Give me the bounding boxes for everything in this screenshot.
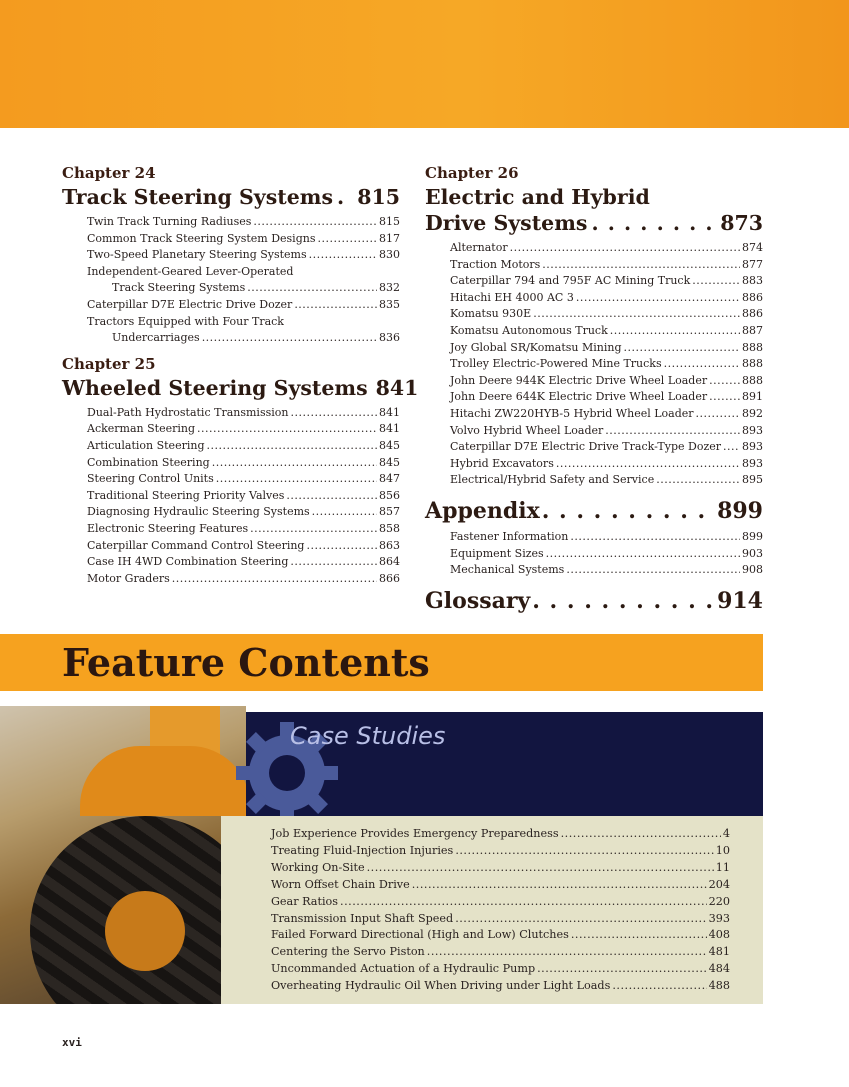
toc-entry[interactable]: Motor Graders ..... 866 xyxy=(87,571,400,588)
page-number: xvi xyxy=(62,1036,82,1049)
toc-entry[interactable]: Twin Track Turning Radiuses ..... 815 xyxy=(87,214,400,231)
case-studies-title: Case Studies xyxy=(290,722,446,750)
chapter-26-entries xyxy=(450,240,763,489)
case-study-entry[interactable]: Working On-Site ..... 11 xyxy=(271,860,730,877)
chapter-label: Chapter 24 xyxy=(62,164,156,182)
toc-entry[interactable]: John Deere 644K Electric Drive Wheel Loader ..... 891 xyxy=(450,389,763,406)
toc-entry[interactable]: Diagnosing Hydraulic Steering Systems ..... 857 xyxy=(87,504,400,521)
chapter-title-text: Track Steering Systems xyxy=(62,185,333,209)
toc-entry[interactable]: Combination Steering ..... 845 xyxy=(87,455,400,472)
case-study-entry[interactable]: Worn Offset Chain Drive ..... 204 xyxy=(271,877,730,894)
case-studies-list xyxy=(271,826,730,995)
chapter-page: 815 xyxy=(357,185,400,209)
toc-entry[interactable]: Caterpillar Command Control Steering ..... 863 xyxy=(87,538,400,555)
chapter-title-text: Wheeled Steering Systems xyxy=(62,375,368,400)
chapter-page: 841 xyxy=(375,375,419,400)
toc-entry[interactable]: Hitachi EH 4000 AC 3 ..... 886 xyxy=(450,290,763,307)
toc-entry[interactable]: John Deere 944K Electric Drive Wheel Loader ..... 888 xyxy=(450,373,763,390)
toc-entry[interactable]: Undercarriages ..... 836 xyxy=(87,330,400,347)
toc-entry[interactable]: Traditional Steering Priority Valves ..... 856 xyxy=(87,488,400,505)
toc-entry[interactable]: Mechanical Systems ..... 908 xyxy=(450,562,763,579)
glossary-heading[interactable]: Glossary . . . 914 xyxy=(425,587,763,615)
toc-entry[interactable]: Alternator ..... 874 xyxy=(450,240,763,257)
toc-entry[interactable]: Steering Control Units ..... 847 xyxy=(87,471,400,488)
toc-entry[interactable]: Trolley Electric-Powered Mine Trucks ..... 888 xyxy=(450,356,763,373)
toc-entry[interactable]: Tractors Equipped with Four Track xyxy=(87,314,284,328)
appendix-entries xyxy=(450,529,763,579)
chapter-title[interactable] xyxy=(62,375,419,401)
toc-entry[interactable]: Case IH 4WD Combination Steering ..... 864 xyxy=(87,554,400,571)
toc-entry[interactable]: Caterpillar D7E Electric Drive Track-Type Dozer ..... 893 xyxy=(450,439,763,456)
toc-entry[interactable]: Komatsu 930E ..... 886 xyxy=(450,306,763,323)
chapter-title-line2: Drive Systems xyxy=(425,211,588,235)
toc-entry[interactable]: Independent-Geared Lever-Operated xyxy=(87,264,294,278)
appendix-heading[interactable]: Appendix . . . 899 xyxy=(425,497,763,525)
chapter-title[interactable] xyxy=(425,184,763,236)
toc-entry[interactable]: Electronic Steering Features ..... 858 xyxy=(87,521,400,538)
chapter-page: 873 xyxy=(720,211,763,235)
toc-entry[interactable]: Fastener Information ..... 899 xyxy=(450,529,763,546)
chapter-24-entries xyxy=(87,214,400,347)
toc-entry[interactable]: Hitachi ZW220HYB-5 Hybrid Wheel Loader ..... 892 xyxy=(450,406,763,423)
toc-entry[interactable]: Track Steering Systems ..... 832 xyxy=(87,280,400,297)
toc-entry[interactable]: Equipment Sizes ..... 903 xyxy=(450,546,763,563)
chapter-25-entries xyxy=(87,405,400,588)
toc-entry[interactable]: Volvo Hybrid Wheel Loader ..... 893 xyxy=(450,423,763,440)
loader-photo xyxy=(0,706,246,1004)
case-study-entry[interactable]: Uncommanded Actuation of a Hydraulic Pump ..... 484 xyxy=(271,961,730,978)
toc-entry[interactable]: Traction Motors ..... 877 xyxy=(450,257,763,274)
toc-left-column xyxy=(62,164,419,595)
case-study-entry[interactable]: Centering the Servo Piston ..... 481 xyxy=(271,944,730,961)
case-study-entry[interactable]: Treating Fluid-Injection Injuries ..... 10 xyxy=(271,843,730,860)
case-study-entry[interactable]: Transmission Input Shaft Speed ..... 393 xyxy=(271,911,730,928)
case-study-entry[interactable]: Failed Forward Directional (High and Low) Clutches ..... 408 xyxy=(271,927,730,944)
case-study-entry[interactable]: Job Experience Provides Emergency Preparedness ..... 4 xyxy=(271,826,730,843)
toc-entry[interactable]: Two-Speed Planetary Steering Systems ..... 830 xyxy=(87,247,400,264)
feature-contents-title: Feature Contents xyxy=(62,640,430,685)
chapter-label: Chapter 26 xyxy=(425,164,519,182)
toc-entry[interactable]: Articulation Steering ..... 845 xyxy=(87,438,400,455)
toc-entry[interactable]: Ackerman Steering ..... 841 xyxy=(87,421,400,438)
toc-entry[interactable]: Komatsu Autonomous Truck ..... 887 xyxy=(450,323,763,340)
toc-entry[interactable]: Common Track Steering System Designs ..... 817 xyxy=(87,231,400,248)
chapter-label: Chapter 25 xyxy=(62,354,156,373)
chapter-title[interactable] xyxy=(62,184,400,210)
case-study-entry[interactable]: Gear Ratios ..... 220 xyxy=(271,894,730,911)
toc-entry[interactable]: Caterpillar D7E Electric Drive Dozer ..... 835 xyxy=(87,297,400,314)
toc-entry[interactable]: Caterpillar 794 and 795F AC Mining Truck ..... 883 xyxy=(450,273,763,290)
toc-right-column xyxy=(425,164,763,619)
toc-entry[interactable]: Dual-Path Hydrostatic Transmission ..... 841 xyxy=(87,405,400,422)
toc-entry[interactable]: Joy Global SR/Komatsu Mining ..... 888 xyxy=(450,340,763,357)
toc-entry[interactable]: Hybrid Excavators ..... 893 xyxy=(450,456,763,473)
case-study-entry[interactable]: Overheating Hydraulic Oil When Driving under Light Loads ..... 488 xyxy=(271,978,730,995)
header-band xyxy=(0,0,849,128)
toc-entry[interactable]: Electrical/Hybrid Safety and Service ..... 895 xyxy=(450,472,763,489)
chapter-title-line1: Electric and Hybrid xyxy=(425,185,650,209)
